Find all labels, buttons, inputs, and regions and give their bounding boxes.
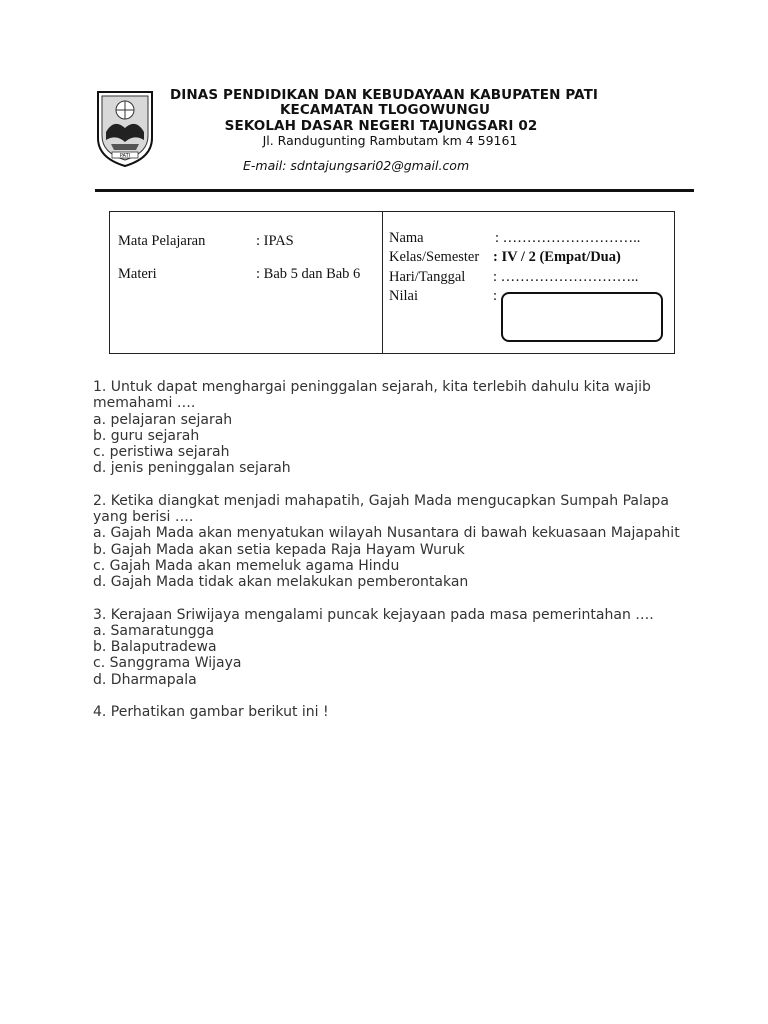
- header-address: Jl. Randugunting Rambutam km 4 59161: [262, 133, 518, 148]
- class-label: Kelas/Semester: [389, 249, 480, 265]
- date-value[interactable]: : ………………………..: [493, 269, 639, 285]
- answer-option[interactable]: b. Balaputradewa: [93, 639, 217, 656]
- subject-value: : IPAS: [256, 233, 294, 249]
- header-school: SEKOLAH DASAR NEGERI TAJUNGSARI 02: [224, 118, 538, 134]
- header-email: E-mail: sdntajungsari02@gmail.com: [243, 158, 470, 173]
- answer-option[interactable]: a. Gajah Mada akan menyatukan wilayah Nusantara di bawah kekuasaan Majapahit: [93, 525, 680, 542]
- table-divider: [382, 212, 383, 353]
- question-item: [93, 607, 693, 688]
- answer-option[interactable]: c. Gajah Mada akan memeluk agama Hindu: [93, 557, 400, 574]
- svg-text:PATI: PATI: [119, 153, 131, 159]
- header-district: KECAMATAN TLOGOWUNGU: [279, 102, 491, 118]
- header-agency: DINAS PENDIDIKAN DAN KEBUDAYAAN KABUPATEN PATI: [169, 87, 599, 103]
- score-colon: :: [493, 288, 498, 304]
- answer-option[interactable]: c. Sanggrama Wijaya: [93, 655, 242, 672]
- date-label: Hari/Tanggal: [389, 269, 466, 285]
- name-value[interactable]: : ………………………..: [495, 230, 641, 246]
- subject-label: Mata Pelajaran: [118, 233, 206, 249]
- answer-option[interactable]: d. Dharmapala: [93, 671, 197, 688]
- answer-option[interactable]: d. Gajah Mada tidak akan melakukan pemberontakan: [93, 574, 469, 591]
- question-item: [93, 379, 693, 477]
- answer-option[interactable]: a. pelajaran sejarah: [93, 411, 233, 428]
- header-divider: [95, 189, 694, 192]
- answer-option[interactable]: c. peristiwa sejarah: [93, 444, 230, 461]
- question-text: 3. Kerajaan Sriwijaya mengalami puncak kejayaan pada masa pemerintahan ….: [93, 606, 654, 623]
- question-item: [93, 493, 693, 591]
- class-value: : IV / 2 (Empat/Dua): [493, 249, 621, 265]
- answer-option[interactable]: b. Gajah Mada akan setia kepada Raja Hayam Wuruk: [93, 541, 465, 558]
- material-value: : Bab 5 dan Bab 6: [256, 266, 361, 282]
- question-text: 1. Untuk dapat menghargai peninggalan sejarah, kita terlebih dahulu kita wajib memahami ….: [93, 379, 651, 412]
- answer-option[interactable]: b. guru sejarah: [93, 427, 200, 444]
- score-label: Nilai: [389, 288, 418, 304]
- answer-option[interactable]: d. jenis peninggalan sejarah: [93, 460, 291, 477]
- answer-option[interactable]: a. Samaratungga: [93, 622, 215, 639]
- exam-info-table: [109, 211, 675, 354]
- name-label: Nama: [389, 230, 424, 246]
- question-item: [93, 704, 693, 720]
- material-label: Materi: [118, 266, 157, 282]
- question-text: 2. Ketika diangkat menjadi mahapatih, Gajah Mada mengucapkan Sumpah Palapa yang berisi ….: [93, 492, 669, 526]
- score-box[interactable]: [501, 292, 663, 342]
- question-list: [93, 379, 693, 736]
- question-text: 4. Perhatikan gambar berikut ini !: [93, 704, 329, 721]
